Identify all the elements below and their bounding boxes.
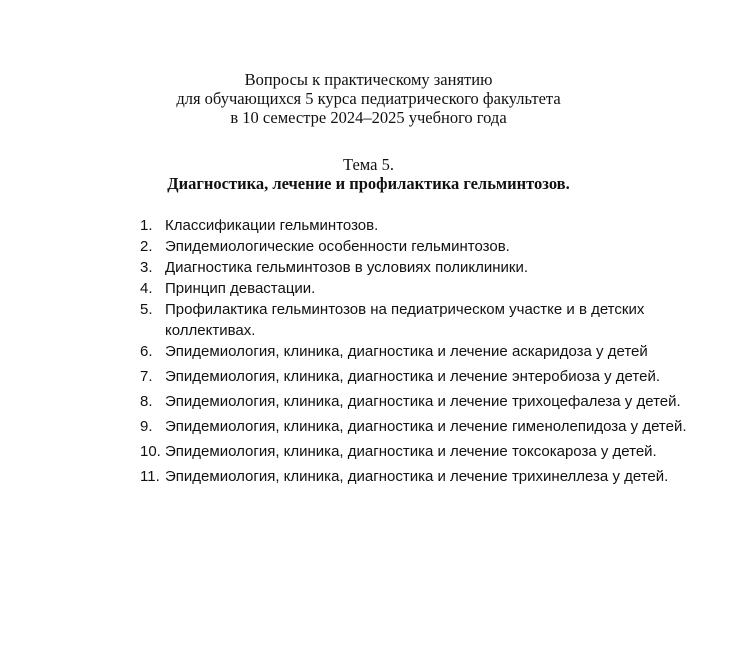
list-item-number: 3. <box>140 259 153 276</box>
header-line-3: в 10 семестре 2024–2025 учебного года <box>230 108 507 127</box>
list-item <box>140 366 700 387</box>
list-item-text: Эпидемиология, клиника, диагностика и лечение трихоцефалеза у детей. <box>165 393 681 410</box>
list-item-number: 7. <box>140 368 153 385</box>
list-item-text: Эпидемиология, клиника, диагностика и лечение трихинеллеза у детей. <box>165 468 669 485</box>
list-item-number: 5. <box>140 301 153 318</box>
list-item-text: Эпидемиология, клиника, диагностика и лечение энтеробиоза у детей. <box>165 368 660 385</box>
list-item-number: 6. <box>140 343 153 360</box>
list-item-number: 10. <box>140 443 161 460</box>
list-item <box>140 236 700 257</box>
header-line-1: Вопросы к практическому занятию <box>244 70 493 89</box>
list-item <box>140 441 700 462</box>
list-item-text: Диагностика гельминтозов в условиях поликлиники. <box>165 259 528 276</box>
list-item <box>140 299 700 341</box>
list-item-number: 8. <box>140 393 153 410</box>
list-item-text: Эпидемиология, клиника, диагностика и лечение аскаридоза у детей <box>165 343 648 360</box>
list-item-number: 1. <box>140 217 153 234</box>
list-item-number: 9. <box>140 418 153 435</box>
topic-title: Диагностика, лечение и профилактика гельминтозов. <box>167 174 570 193</box>
document-header <box>0 70 737 127</box>
list-item <box>140 416 700 437</box>
list-item-number: 4. <box>140 280 153 297</box>
header-line-2: для обучающихся 5 курса педиатрического факультета <box>176 89 561 108</box>
list-item <box>140 341 700 362</box>
list-item-number: 2. <box>140 238 153 255</box>
list-item <box>140 278 700 299</box>
list-item <box>140 391 700 412</box>
list-item-text: Принцип девастации. <box>165 280 316 297</box>
topic-heading <box>0 155 737 193</box>
list-item <box>140 466 700 487</box>
topic-number: Тема 5. <box>343 155 394 174</box>
list-item-text: Эпидемиология, клиника, диагностика и лечение гименолепидоза у детей. <box>165 418 687 435</box>
questions-list <box>140 215 700 487</box>
list-item-text: Классификации гельминтозов. <box>165 217 379 234</box>
list-item-text: Эпидемиология, клиника, диагностика и лечение токсокароза у детей. <box>165 443 657 460</box>
list-item-text: Эпидемиологические особенности гельминтозов. <box>165 238 510 255</box>
list-item <box>140 215 700 236</box>
list-item-text: Профилактика гельминтозов на педиатрическом участке и в детских коллективах. <box>165 301 645 339</box>
list-item-number: 11. <box>140 468 160 485</box>
list-item <box>140 257 700 278</box>
